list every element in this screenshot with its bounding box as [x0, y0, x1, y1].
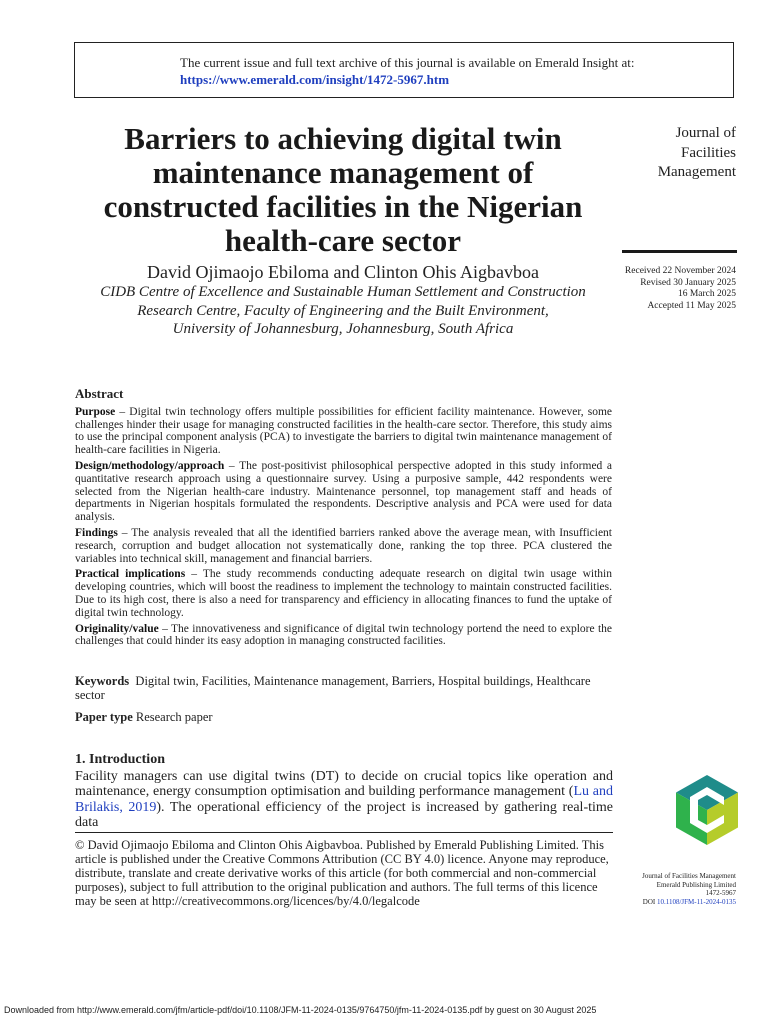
affiliation-line: CIDB Centre of Excellence and Sustainable Human Settlement and Construction [100, 284, 586, 300]
doi-label: DOI [642, 897, 656, 906]
authors [74, 262, 612, 283]
download-note: Downloaded from http://www.emerald.com/jfm/article-pdf/doi/10.1108/JFM-11-2024-0135/9764750/jfm-11-2024-0135.pdf by guest on 30 August 2025 [4, 1005, 597, 1015]
paper-type-value: Research paper [135, 710, 213, 724]
journal-meta-publisher: Emerald Publishing Limited [656, 880, 736, 889]
journal-name-line: Facilities [681, 144, 736, 161]
footnote-divider [75, 832, 613, 833]
journal-name-line: Journal of [675, 125, 736, 141]
doi-link[interactable]: 10.1108/JFM-11-2024-0135 [656, 897, 736, 906]
abstract-implications [75, 568, 612, 619]
section-text: Digital twin technology offers multiple possibilities for efficient facility maintenance. However, some challenges hinder their usage for managing constructed facilities in the health-care sector. Therefore, this study aims to use the principal component analysis (PCA) to investigate the barriers to digital twin maintenance management of health-care facilities in Nigeria. [75, 405, 613, 457]
article-dates [596, 266, 736, 312]
keywords [75, 674, 612, 702]
affiliation-line: University of Johannesburg, Johannesburg, South Africa [172, 321, 514, 337]
emerald-logo-icon [676, 775, 738, 845]
date-received: Received 22 November 2024 [624, 266, 736, 276]
author-conjunction: and [333, 262, 360, 282]
section-text: The analysis revealed that all the identified barriers ranked above the average mean, with Insufficient research, corruption and budget allocation not systematically done, ranking the top three. PCA clustered the variables into technical skill, management and financial barriers. [75, 526, 612, 565]
section-text: The post-positivist philosophical perspective adopted in this study informed a quantitative research approach using a questionnaire survey. Using a purposive sample, 442 respondents were selected from the Nigerian health-care industry. Maintenance personnel, top management staff and heads of departments in Nigerian hospitals formulated the respondents. Descriptive analysis and PCA were used for data analysis. [75, 459, 613, 524]
author-name[interactable]: David Ojimaojo Ebiloma [147, 262, 329, 282]
section-label: Purpose [75, 405, 116, 418]
section-text: The study recommends conducting adequate research on digital twin usage within developing countries, which will boost the readiness to implement the technology to maintain constructed facilities. Due to its high cost, there is also a need for transparency and efficiency in allocating finances to fund the uptake of digital twin technology. [75, 568, 612, 619]
section-label: Design/methodology/approach [75, 459, 225, 472]
section-text: The innovativeness and significance of digital twin technology portend the need to explore the challenges that could hinder its easy adoption in managing constructed facilities. [75, 622, 613, 648]
archive-notice-box [74, 42, 734, 98]
paper-type-label: Paper type [75, 710, 133, 724]
date-accepted: Accepted 11 May 2025 [647, 300, 736, 311]
archive-url-link[interactable]: https://www.emerald.com/insight/1472-5967.htm [180, 72, 450, 87]
affiliation-line: Research Centre, Faculty of Engineering and the Built Environment, [137, 302, 549, 319]
paper-type [75, 710, 612, 725]
journal-meta [596, 872, 736, 906]
author-name[interactable]: Clinton Ohis Aigbavboa [363, 262, 539, 282]
intro-text-part: ). The operational efficiency of the project is increased by gathering real-time data [75, 799, 613, 830]
abstract-heading: Abstract [75, 386, 124, 401]
journal-divider [622, 250, 737, 253]
abstract-design [75, 460, 612, 524]
journal-meta-doi [596, 898, 736, 907]
abstract-originality [75, 623, 612, 649]
citation-link[interactable]: Lu and Brilakis, 2019 [75, 784, 613, 815]
journal-meta-name: Journal of Facilities Management [642, 872, 736, 880]
abstract-purpose [75, 406, 612, 457]
section-label: Originality/value [75, 622, 159, 635]
abstract-findings [75, 527, 612, 565]
author-affiliation [74, 283, 612, 339]
article-title: Barriers to achieving digital twin maintenance management of constructed facilities in the Nigerian health-care sector [103, 121, 583, 258]
section-dash: – [121, 526, 128, 539]
keywords-label: Keywords [75, 674, 130, 688]
license-footnote: © David Ojimaojo Ebiloma and Clinton Ohis Aigbavboa. Published by Emerald Publishing Limited. This article is published under the Creative Commons Attribution (CC BY 4.0) licence. Anyone may reproduce, distribute, translate and create derivative works of this article (for both commercial and non-commercial purposes), subject to full attribution to the original publication and authors. The full terms of this licence may be seen at http://creativecommons.org/licences/by/4.0/legalcode [75, 838, 609, 908]
journal-name-line: Management [657, 164, 736, 180]
journal-meta-issn: 1472-5967 [705, 889, 736, 897]
journal-name [606, 124, 736, 183]
section-dash: – [228, 459, 235, 472]
abstract [75, 388, 612, 651]
section-dash: – [119, 405, 126, 418]
keywords-text: Digital twin, Facilities, Maintenance management, Barriers, Hospital buildings, Healthcare sector [75, 674, 591, 702]
date-revised: Revised 30 January 2025 [640, 277, 736, 288]
section-dash: – [191, 568, 197, 581]
introduction-heading: 1. Introduction [75, 752, 165, 767]
section-label: Practical implications [75, 568, 186, 581]
date-revised-2: 16 March 2025 [677, 289, 736, 299]
section-label: Findings [75, 526, 118, 539]
intro-text-part: Facility managers can use digital twins (DT) to decide on crucial topics like operation and maintenance, energy consumption optimisation and building performance management ( [75, 769, 613, 800]
section-dash: – [162, 622, 168, 635]
archive-notice-text: The current issue and full text archive of this journal is available on Emerald Insight at: [180, 55, 635, 70]
introduction-text [75, 769, 613, 830]
